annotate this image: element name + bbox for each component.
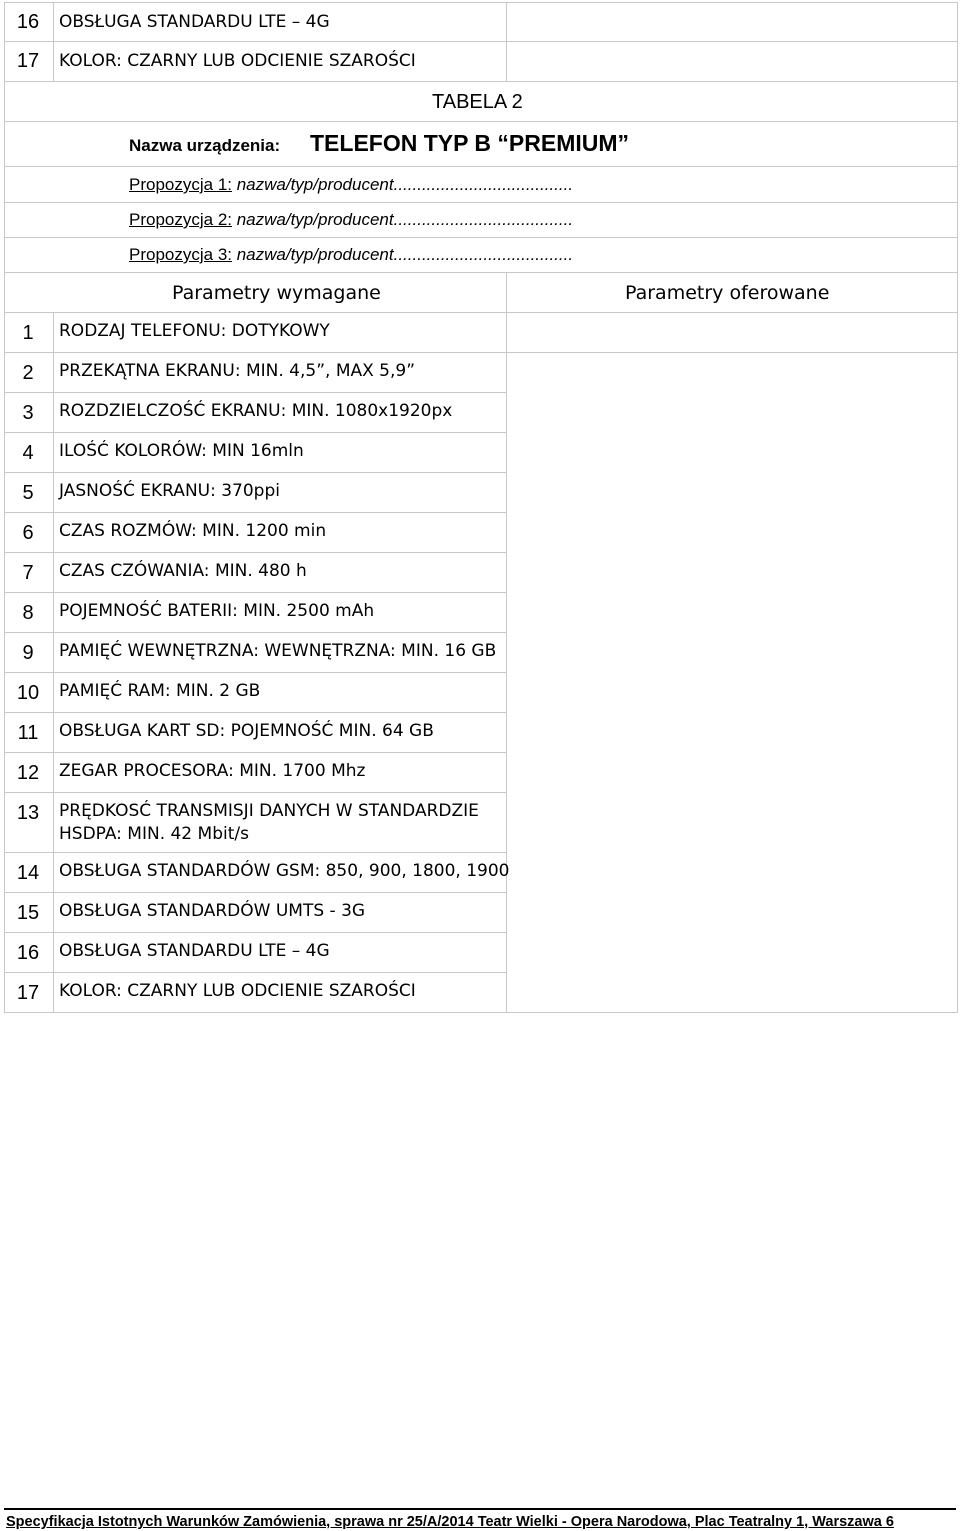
row-number: 6 xyxy=(22,522,34,544)
proposal-2 xyxy=(129,202,573,238)
row-description: POJEMNOŚĆ BATERII: MIN. 2500 mAh xyxy=(59,601,375,621)
row-number: 10 xyxy=(16,682,40,704)
proposal-value: nazwa/typ/producent...................................... xyxy=(232,210,574,229)
row-number: 7 xyxy=(22,562,34,584)
proposal-label: Propozycja 1: xyxy=(129,175,232,194)
row-description: JASNOŚĆ EKRANU: 370ppi xyxy=(59,481,280,501)
footer-divider xyxy=(4,1508,956,1510)
row-number: 15 xyxy=(16,902,40,924)
row-description: PAMIĘĆ WEWNĘTRZNA: WEWNĘTRZNA: MIN. 16 GB xyxy=(59,641,497,661)
row-description: PAMIĘĆ RAM: MIN. 2 GB xyxy=(59,681,261,701)
row-number: 5 xyxy=(22,482,34,504)
row-description: OBSŁUGA STANDARDÓW GSM: 850, 900, 1800, 1900 xyxy=(59,861,510,881)
row-number: 8 xyxy=(22,602,34,624)
row-number: 17 xyxy=(16,982,40,1004)
row-number: 1 xyxy=(22,322,34,344)
device-name: TELEFON TYP B “PREMIUM” xyxy=(310,130,630,156)
row-number: 12 xyxy=(16,762,40,784)
column-header-required: Parametry wymagane xyxy=(172,282,381,304)
row-description: RODZAJ TELEFONU: DOTYKOWY xyxy=(59,321,330,341)
proposal-label: Propozycja 2: xyxy=(129,210,232,229)
row-description: KOLOR: CZARNY LUB ODCIENIE SZAROŚCI xyxy=(59,981,416,1001)
row-description-line-2: HSDPA: MIN. 42 Mbit/s xyxy=(59,824,249,844)
proposal-3 xyxy=(129,237,573,273)
row-description: CZAS ROZMÓW: MIN. 1200 min xyxy=(59,521,327,541)
row-description: PRZEKĄTNA EKRANU: MIN. 4,5”, MAX 5,9” xyxy=(59,361,416,381)
proposal-value: nazwa/typ/producent...................................... xyxy=(232,175,574,194)
row-description: ZEGAR PROCESORA: MIN. 1700 Mhz xyxy=(59,761,366,781)
row-description: OBSŁUGA STANDARDU LTE – 4G xyxy=(59,12,330,32)
row-number: 17 xyxy=(16,50,40,72)
table-title: TABELA 2 xyxy=(432,91,523,113)
row-description: OBSŁUGA KART SD: POJEMNOŚĆ MIN. 64 GB xyxy=(59,721,434,741)
proposal-label: Propozycja 3: xyxy=(129,245,232,264)
row-description: OBSŁUGA STANDARDU LTE – 4G xyxy=(59,941,330,961)
row-number: 13 xyxy=(16,802,40,824)
row-description: KOLOR: CZARNY LUB ODCIENIE SZAROŚCI xyxy=(59,51,416,71)
row-description: ROZDZIELCZOŚĆ EKRANU: MIN. 1080x1920px xyxy=(59,401,453,421)
row-number: 11 xyxy=(17,722,39,744)
row-number: 2 xyxy=(22,362,34,384)
row-number: 16 xyxy=(16,11,40,33)
row-number: 16 xyxy=(16,942,40,964)
row-number: 3 xyxy=(22,402,34,424)
row-number: 4 xyxy=(22,442,34,464)
page-footer: Specyfikacja Istotnych Warunków Zamówienia, sprawa nr 25/A/2014 Teatr Wielki - Opera Narodowa, Plac Teatralny 1, Warszawa 6 xyxy=(6,1514,894,1530)
column-header-offered: Parametry oferowane xyxy=(625,282,830,304)
row-number: 14 xyxy=(16,862,40,884)
row-description: ILOŚĆ KOLORÓW: MIN 16mln xyxy=(59,441,304,461)
proposal-value: nazwa/typ/producent...................................... xyxy=(232,245,574,264)
proposal-1 xyxy=(129,167,573,203)
row-number: 9 xyxy=(22,642,34,664)
row-description: PRĘDKOSĆ TRANSMISJI DANYCH W STANDARDZIE xyxy=(59,801,479,821)
device-label: Nazwa urządzenia: xyxy=(129,136,281,155)
row-description: OBSŁUGA STANDARDÓW UMTS - 3G xyxy=(59,901,366,921)
row-description: CZAS CZÓWANIA: MIN. 480 h xyxy=(59,561,307,581)
